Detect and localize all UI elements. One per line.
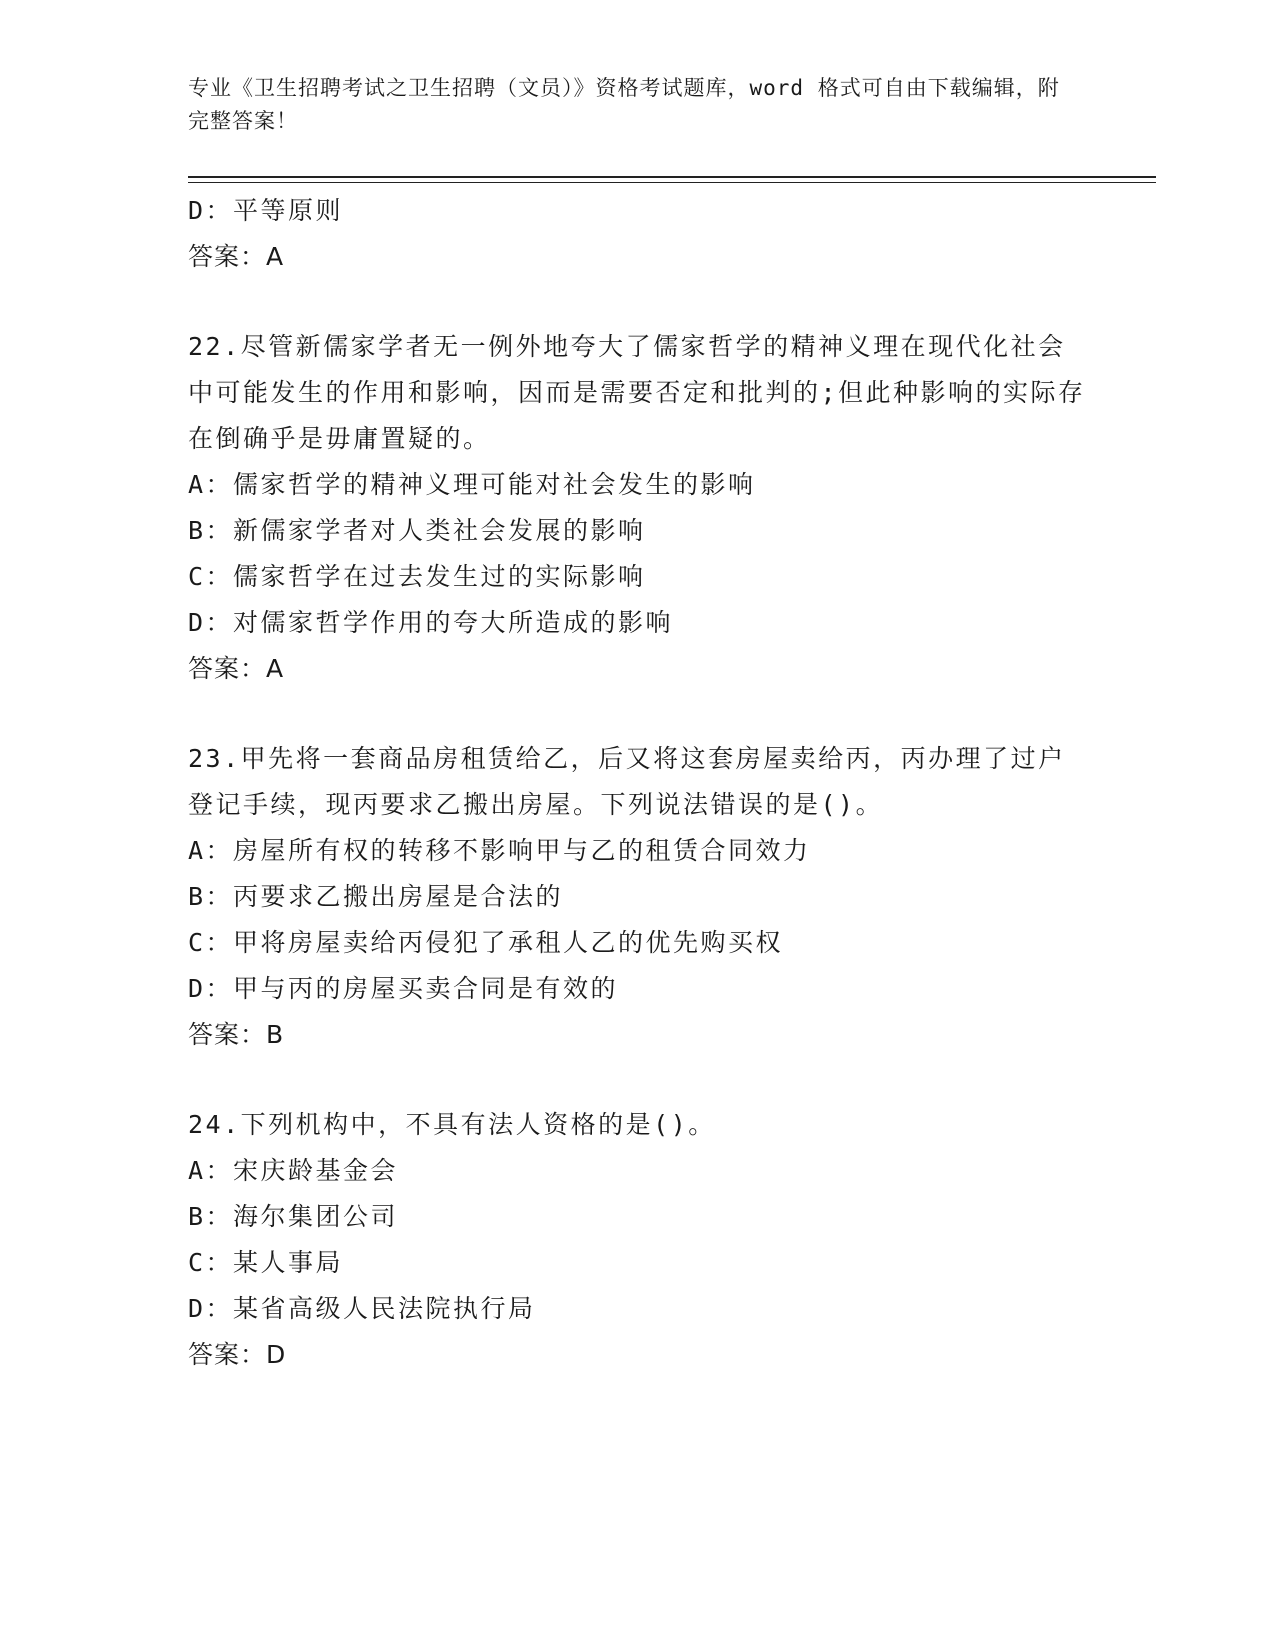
question-24-option-c: C：某人事局 bbox=[188, 1248, 344, 1277]
question-24-option-b: B：海尔集团公司 bbox=[188, 1202, 399, 1231]
question-23-answer bbox=[188, 1012, 1088, 1058]
answer-label: 答案： bbox=[188, 242, 267, 271]
question-23-option-b: B：丙要求乙搬出房屋是合法的 bbox=[188, 882, 564, 911]
question-content bbox=[188, 188, 1088, 1378]
question-22-option-a: A：儒家哲学的精神义理可能对社会发生的影响 bbox=[188, 470, 756, 499]
answer-value: A bbox=[266, 242, 285, 271]
document-header: 专业《卫生招聘考试之卫生招聘（文员）》资格考试题库，word 格式可自由下载编辑，附完整答案！ bbox=[188, 76, 1060, 133]
spacer bbox=[188, 280, 1088, 324]
question-22-answer bbox=[188, 646, 1088, 692]
answer-line bbox=[188, 234, 1088, 280]
question-22-text: 22.尽管新儒家学者无一例外地夸大了儒家哲学的精神义理在现代化社会中可能发生的作用和影响，因而是需要否定和批判的;但此种影响的实际存在倒确乎是毋庸置疑的。 bbox=[188, 332, 1086, 453]
spacer bbox=[188, 1058, 1088, 1102]
question-24-answer bbox=[188, 1332, 1088, 1378]
answer-label: 答案： bbox=[188, 654, 267, 683]
question-24-option-a: A：宋庆龄基金会 bbox=[188, 1156, 399, 1185]
question-23-option-a: A：房屋所有权的转移不影响甲与乙的租赁合同效力 bbox=[188, 836, 811, 865]
question-22-option-b: B：新儒家学者对人类社会发展的影响 bbox=[188, 516, 646, 545]
answer-label: 答案： bbox=[188, 1020, 267, 1049]
header-divider-thick bbox=[188, 176, 1156, 178]
question-22-option-d: D：对儒家哲学作用的夸大所造成的影响 bbox=[188, 608, 674, 637]
answer-value: D bbox=[266, 1340, 287, 1369]
question-23-text: 23.甲先将一套商品房租赁给乙，后又将这套房屋卖给丙，丙办理了过户登记手续，现丙要求乙搬出房屋。下列说法错误的是()。 bbox=[188, 744, 1066, 819]
spacer bbox=[188, 692, 1088, 736]
answer-value: B bbox=[266, 1020, 285, 1049]
option-d: D：平等原则 bbox=[188, 196, 344, 225]
question-23-option-d: D：甲与丙的房屋买卖合同是有效的 bbox=[188, 974, 619, 1003]
question-24-option-d: D：某省高级人民法院执行局 bbox=[188, 1294, 536, 1323]
answer-label: 答案： bbox=[188, 1340, 267, 1369]
answer-value: A bbox=[266, 654, 285, 683]
question-23-option-c: C：甲将房屋卖给丙侵犯了承租人乙的优先购买权 bbox=[188, 928, 784, 957]
question-22-option-c: C：儒家哲学在过去发生过的实际影响 bbox=[188, 562, 646, 591]
header-divider-thin bbox=[188, 182, 1156, 183]
question-24-text: 24.下列机构中，不具有法人资格的是()。 bbox=[188, 1110, 716, 1139]
